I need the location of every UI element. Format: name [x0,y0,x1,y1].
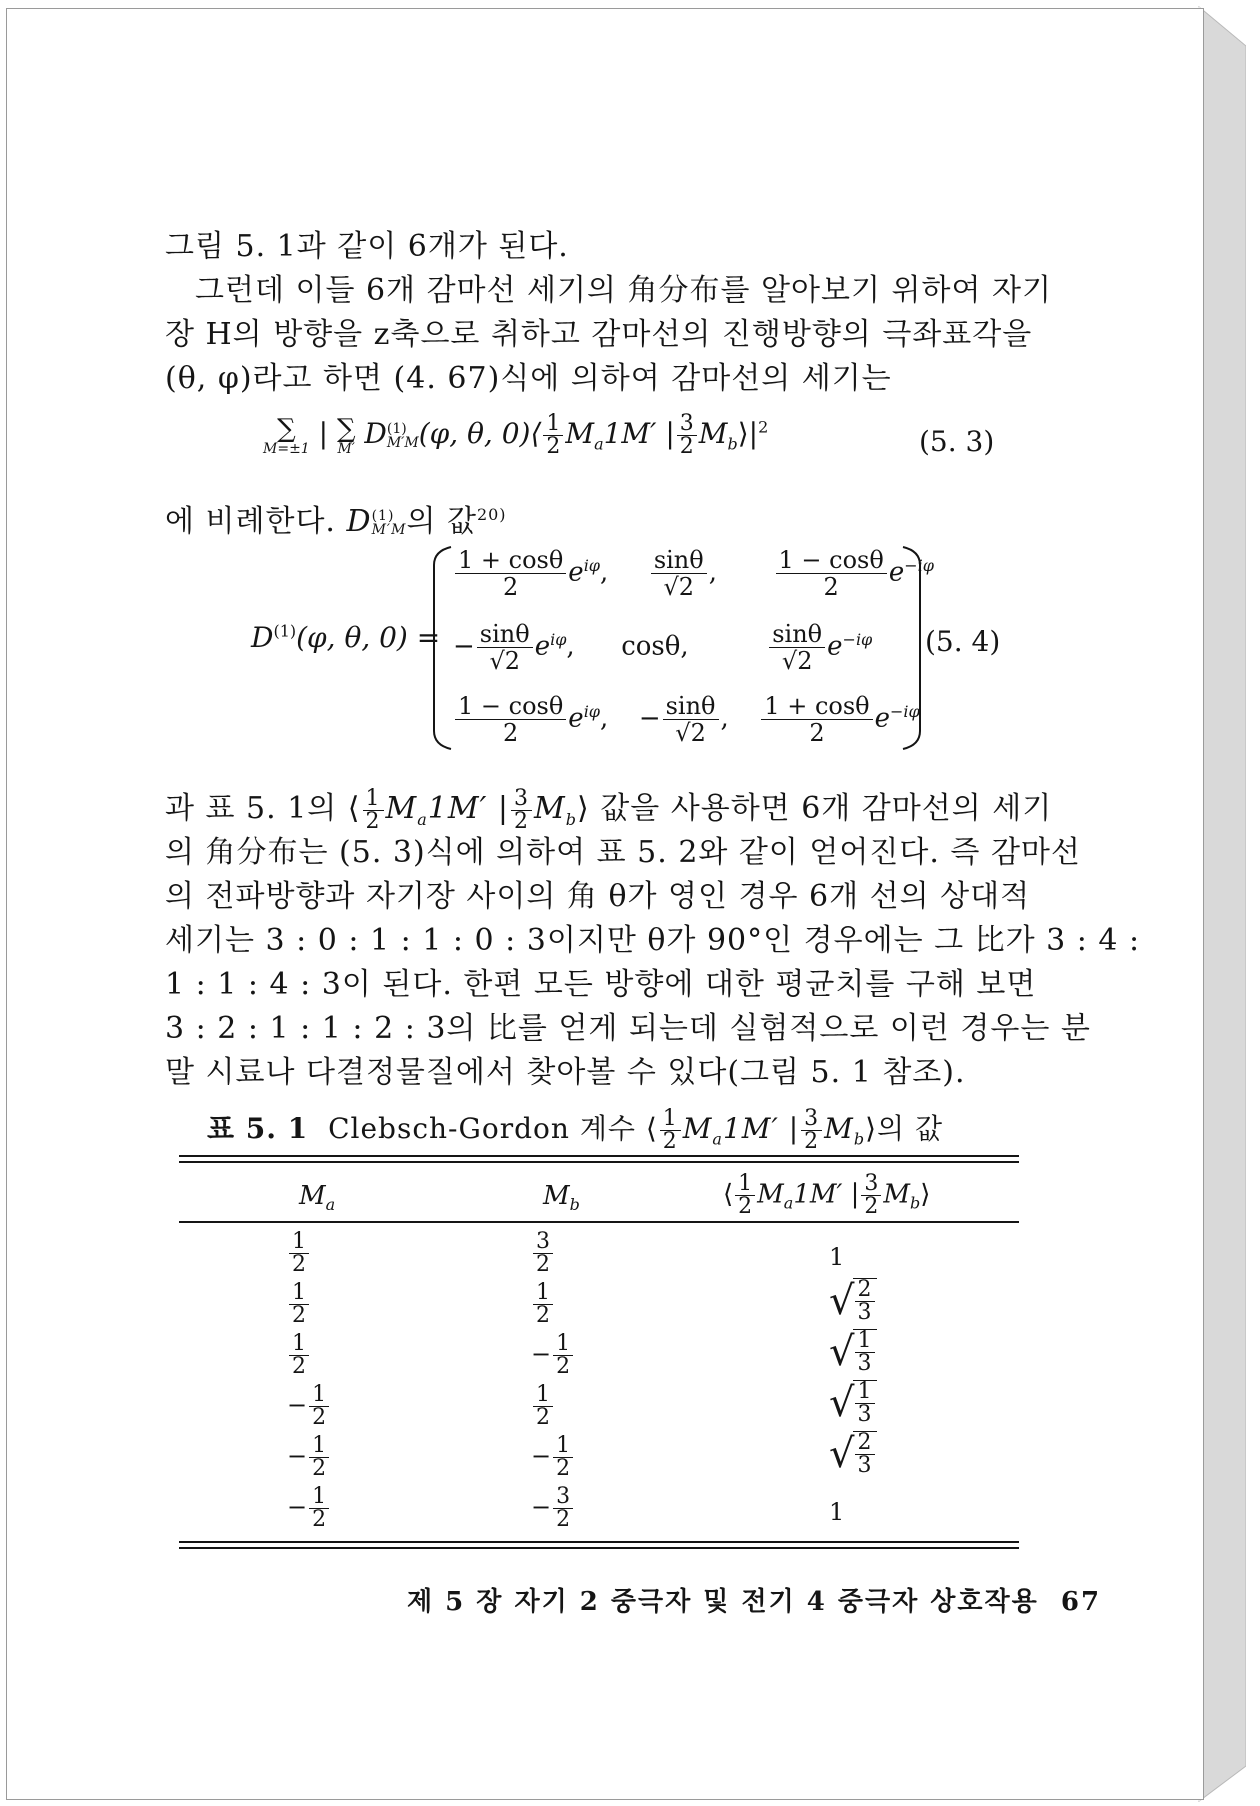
sum-outer: ∑ M=±1 [263,413,310,457]
table-top-rule [179,1155,1019,1157]
running-footer [407,1581,1101,1618]
sum-inner: ∑ M′ [336,413,356,457]
book-page [6,8,1204,1800]
table-label: 표 5. 1 [207,1112,309,1145]
table-cell-mb: − $\frac{3}{2}$ [531,1486,575,1531]
fraction: $\frac{\sin\theta}{√2}$ [769,621,825,674]
table-bottom-rule [179,1541,1019,1543]
equation-5-4-lhs: $D^{(1)}(\varphi$, θ, 0) = [251,621,441,654]
text-line: 3 : 2 : 1 : 1 : 2 : 3의 比를 얻게 되는데 실험적으로 이런 경우는 분 [165,1011,1091,1046]
fraction: $\frac{\sin\theta}{√2}$ [663,693,719,746]
text-line: 말 시료나 다결정물질에서 찾아볼 수 있다(그림 5. 1 참조). [165,1055,966,1090]
equation-number: (5. 4) [925,625,1001,658]
abs-bar: | [318,417,329,450]
table-cell-mb: $\frac{3}{2}$ [531,1231,555,1276]
eq-text: 1M′ | [603,417,675,450]
text-line: 세기는 3 : 0 : 1 : 1 : 0 : 3이지만 θ가 90°인 경우에는 그 比가 3 : 4 : [165,923,1141,958]
column-header-cg: ⟨ $\frac{1}{2}$ $M_a1M'$ | $\frac{3}{2}$ $M_b⟩$ [723,1171,931,1219]
text-line: 그런데 이들 6개 감마선 세기의 角分布를 알아보기 위하여 자기 [195,273,1052,308]
eq-sup: 2 [758,417,769,437]
fraction: $\frac{1 + \cos\theta}{2}$ [761,693,872,746]
table-bottom-rule [179,1547,1019,1549]
table-cell-cg: √ $\frac{1}{3}$ [829,1329,877,1375]
table-cell-cg: √ $\frac{2}{3}$ [829,1431,877,1477]
text-line: 의 角分布는 (5. 3)식에 의하여 표 5. 2와 같이 얻어진다. 즉 감마선 [165,835,1081,870]
fraction: $\frac{3}{2}$ [677,413,697,458]
fraction: $\frac{1 - \cos\theta}{2}$ [455,693,566,746]
eq-sub: a [594,434,604,454]
table-cell-ma: − $\frac{1}{2}$ [287,1384,331,1429]
fraction: $\frac{1 - \cos\theta}{2}$ [776,547,887,600]
eq-args: (φ, θ, 0)⟨ [418,417,542,450]
table-cell-cg: 1 [829,1498,845,1526]
eq-text: M [698,417,728,450]
text-line: 1 : 1 : 4 : 3이 된다. 한편 모든 방향에 대한 평균치를 구해 보면 [165,967,1037,1002]
text-line: 그림 5. 1과 같이 6개가 된다. [165,229,569,264]
fraction: $\frac{\sin\theta}{√2}$ [651,547,707,600]
matrix-left-bracket [431,545,455,751]
equation-5-3 [263,413,768,458]
text-line: 의 전파방향과 자기장 사이의 角 θ가 영인 경우 6개 선의 상대적 [165,879,1031,914]
cos-entry: cosθ, [621,631,689,662]
chapter-title: 제 5 장 자기 2 중극자 및 전기 4 중극자 상호작용 [407,1587,1039,1617]
text-line: 에 비례한다. D (1) M′M 의 값$^{20)}$ [165,504,507,539]
page-number: 67 [1060,1587,1102,1617]
table-cell-cg: 1 [829,1243,845,1271]
table-cell-ma: $\frac{1}{2}$ [287,1231,311,1276]
table-cell-mb: − $\frac{1}{2}$ [531,1333,575,1378]
table-cell-mb: − $\frac{1}{2}$ [531,1435,575,1480]
paragraph-angular-distribution [165,785,1141,1095]
table-caption: 표 5. 1 Clebsch-Gordon 계수 ⟨ $\frac{1}{2}$ $M_a1M'$ | $\frac{3}{2}$ $M_b⟩$의 값 [207,1106,943,1154]
eq-text: M [565,417,595,450]
text-line: 과 표 5. 1의 ⟨ $\frac{1}{2}$ $M_a1M'$ | $\frac{3}{2}$ $M_b⟩$ 값을 사용하면 6개 감마선의 세기 [165,785,1053,834]
matrix-row-2: − $\frac{\sin\theta}{√2}$ $e^{i\varphi}$, cosθ, $\frac{\sin\theta}{√2}$ $e^{-i\varphi}$ [453,620,873,675]
paragraph-intro [165,225,1052,401]
equation-number: (5. 3) [919,425,995,458]
table-cell-ma: $\frac{1}{2}$ [287,1282,311,1327]
text-line: 장 H의 방향을 z축으로 취하고 감마선의 진행방향의 극좌표각을 [165,317,1033,352]
text-line: (θ, φ)라고 하면 (4. 67)식에 의하여 감마선의 세기는 [165,361,892,396]
fraction: $\frac{1}{2}$ [543,413,563,458]
column-header-mb: $M_b$ [543,1181,580,1215]
table-cell-mb: $\frac{1}{2}$ [531,1384,555,1429]
fraction: $\frac{1 + \cos\theta}{2}$ [455,547,566,600]
d-symbol: D [364,417,387,450]
table-cell-mb: $\frac{1}{2}$ [531,1282,555,1327]
table-top-rule [179,1161,1019,1163]
paragraph-proportional [165,493,1017,537]
eq-sub: b [727,434,738,454]
page-edge-shadow [1198,6,1246,1802]
fraction: $\frac{\sin\theta}{√2}$ [477,621,533,674]
table-cell-cg: √ $\frac{2}{3}$ [829,1278,877,1324]
column-header-ma: $M_a$ [299,1181,336,1215]
d-indices: (1) M′M [386,420,419,451]
matrix-row-3: $\frac{1 - \cos\theta}{2}$ $e^{i\varphi}$, − $\frac{\sin\theta}{√2}$ , $\frac{1 + \cos\theta}{2}$ $e^{-i\varphi}$ [453,693,920,746]
table-cell-cg: √ $\frac{1}{3}$ [829,1380,877,1426]
table-header-rule [179,1221,1019,1223]
table-cell-ma: − $\frac{1}{2}$ [287,1435,331,1480]
matrix-row-1: $\frac{1 + \cos\theta}{2}$ $e^{i\varphi}$, $\frac{\sin\theta}{√2}$ , $\frac{1 - \cos\theta}{2}$ $e^{-i\varphi}$ [453,547,934,600]
table-cell-ma: − $\frac{1}{2}$ [287,1486,331,1531]
eq-text: ⟩| [737,417,759,450]
table-cell-ma: $\frac{1}{2}$ [287,1333,311,1378]
